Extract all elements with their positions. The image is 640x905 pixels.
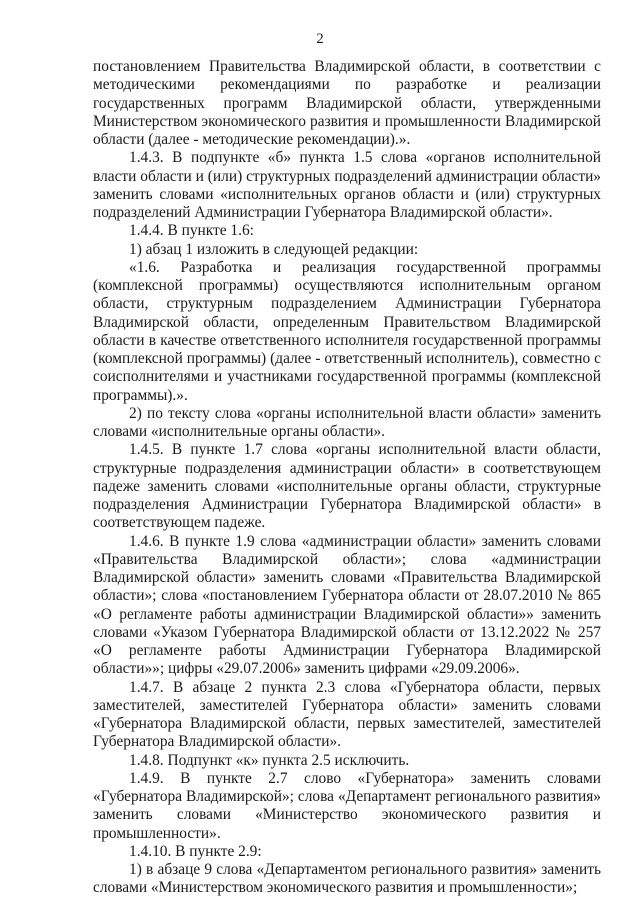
paragraph: 1.4.3. В подпункте «б» пункта 1.5 слова «органов исполнительной власти области и (или) структурных подразделений администрации области» заменить словами «исполнительных органов области и (или) структурных подразделений Администрации Губернатора Владимирской области». <box>93 149 601 221</box>
paragraph: «1.6. Разработка и реализация государственной программы (комплексной программы) осуществляются исполнительным органом области, структурным подразделением Администрации Губернатора Владимирской области, определенным Правительством Владимирской области в качестве ответственного исполнителя государственной программы (комплексной программы) (далее - ответственный исполнитель), совместно с соисполнителями и участниками государственной программы (комплексной программы).». <box>93 258 601 404</box>
paragraph: 1.4.7. В абзаце 2 пункта 2.3 слова «Губернатора области, первых заместителей, заместителей Губернатора области» заменить словами «Губернатора Владимирской области, первых заместителей, заместителей Губернатора Владимирской области». <box>93 678 601 751</box>
paragraph: 1.4.10. В пункте 2.9: <box>129 842 262 860</box>
paragraph: 1.4.8. Подпункт «к» пункта 2.5 исключить. <box>129 751 410 769</box>
paragraph: 1) абзац 1 изложить в следующей редакции: <box>129 240 419 258</box>
paragraph: 1.4.5. В пункте 1.7 слова «органы исполнительной власти области, структурные подразделения администрации области» в соответствующем падеже заменить словами «исполнительные органы области, структурные подразделения Администрации Губернатора Владимирской области» в соответствующем падеже. <box>93 441 601 532</box>
paragraph: постановлением Правительства Владимирской области, в соответствии с методическими рекомендациями по разработке и реализации государственных программ Владимирской области, утвержденными Министерством экономического развития и промышленности Владимирской области (далее - методические рекомендации).». <box>93 58 601 148</box>
paragraph: 1.4.9. В пункте 2.7 слово «Губернатора» заменить словами «Губернатора Владимирской»; слова «Департамент регионального развития» заменить словами «Министерство экономического развития и промышленности». <box>93 769 601 842</box>
document-body <box>93 58 601 898</box>
paragraph: 1.4.4. В пункте 1.6: <box>129 222 254 240</box>
paragraph: 1.4.6. В пункте 1.9 слова «администрации области» заменить словами «Правительства Владимирской области»; слова «администрации Владимирской области» заменить словами «Правительства Владимирской области»; слова «постановлением Губернатора области от 28.07.2010 № 865 «О регламенте работы администрации Владимирской области»» заменить словами «Указом Губернатора Владимирской области от 13.12.2022 № 257 «О регламенте работы Администрации Губернатора Владимирской области»»; цифры «29.07.2006» заменить цифрами «29.09.2006». <box>93 532 601 678</box>
paragraph: 2) по тексту слова «органы исполнительной власти области» заменить словами «исполнительные органы области». <box>93 404 601 440</box>
paragraph: 1) в абзаце 9 слова «Департаментом регионального развития» заменить словами «Министерством экономического развития и промышленности»; <box>93 861 601 897</box>
page-number: 2 <box>316 31 324 47</box>
